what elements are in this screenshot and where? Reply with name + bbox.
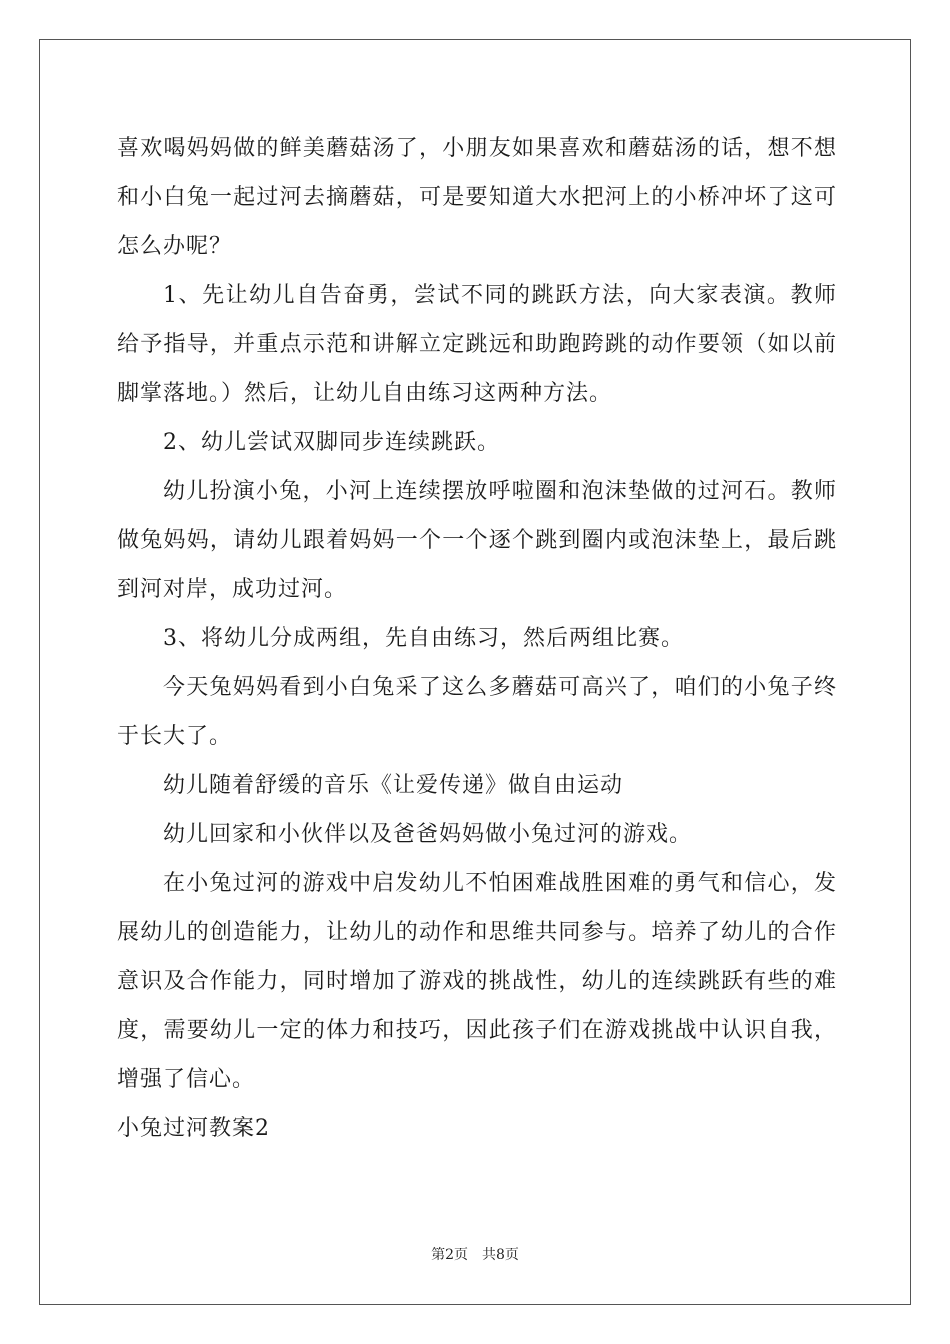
paragraph-relax: 幼儿随着舒缓的音乐《让爱传递》做自由运动 (163, 773, 624, 798)
paragraph-extension: 幼儿回家和小伙伴以及爸爸妈妈做小兔过河的游戏。 (163, 822, 693, 847)
section-heading: 小兔过河教案2 (117, 1116, 270, 1141)
paragraph-continued: 喜欢喝妈妈做的鲜美蘑菇汤了，小朋友如果喜欢和蘑菇汤的话，想不想和小白兔一起过河去摘蘑菇，可是要知道大水把河上的小桥冲坏了这可怎么办呢？ (117, 136, 837, 259)
page-footer: 第2页 共8页 (431, 1247, 519, 1263)
paragraph-step-1: 1、先让幼儿自告奋勇，尝试不同的跳跃方法，向大家表演。教师给予指导，并重点示范和讲解立定跳远和助跑跨跳的动作要领（如以前脚掌落地。）然后，让幼儿自由练习这两种方法。 (117, 283, 837, 406)
paragraph-conclusion: 今天兔妈妈看到小白兔采了这么多蘑菇可高兴了，咱们的小兔子终于长大了。 (117, 675, 837, 749)
paragraph-step-3: 3、将幼儿分成两组，先自由练习，然后两组比赛。 (163, 626, 684, 651)
paragraph-step-2: 2、幼儿尝试双脚同步连续跳跃。 (163, 430, 500, 455)
document-body (117, 124, 837, 1153)
paragraph-step-2-detail: 幼儿扮演小兔，小河上连续摆放呼啦圈和泡沫垫做的过河石。教师做兔妈妈，请幼儿跟着妈妈一个一个逐个跳到圈内或泡沫垫上，最后跳到河对岸，成功过河。 (117, 479, 837, 602)
paragraph-reflection: 在小兔过河的游戏中启发幼儿不怕困难战胜困难的勇气和信心，发展幼儿的创造能力，让幼儿的动作和思维共同参与。培养了幼儿的合作意识及合作能力，同时增加了游戏的挑战性，幼儿的连续跳跃有些的难度，需要幼儿一定的体力和技巧，因此孩子们在游戏挑战中认识自我，增强了信心。 (117, 871, 837, 1092)
